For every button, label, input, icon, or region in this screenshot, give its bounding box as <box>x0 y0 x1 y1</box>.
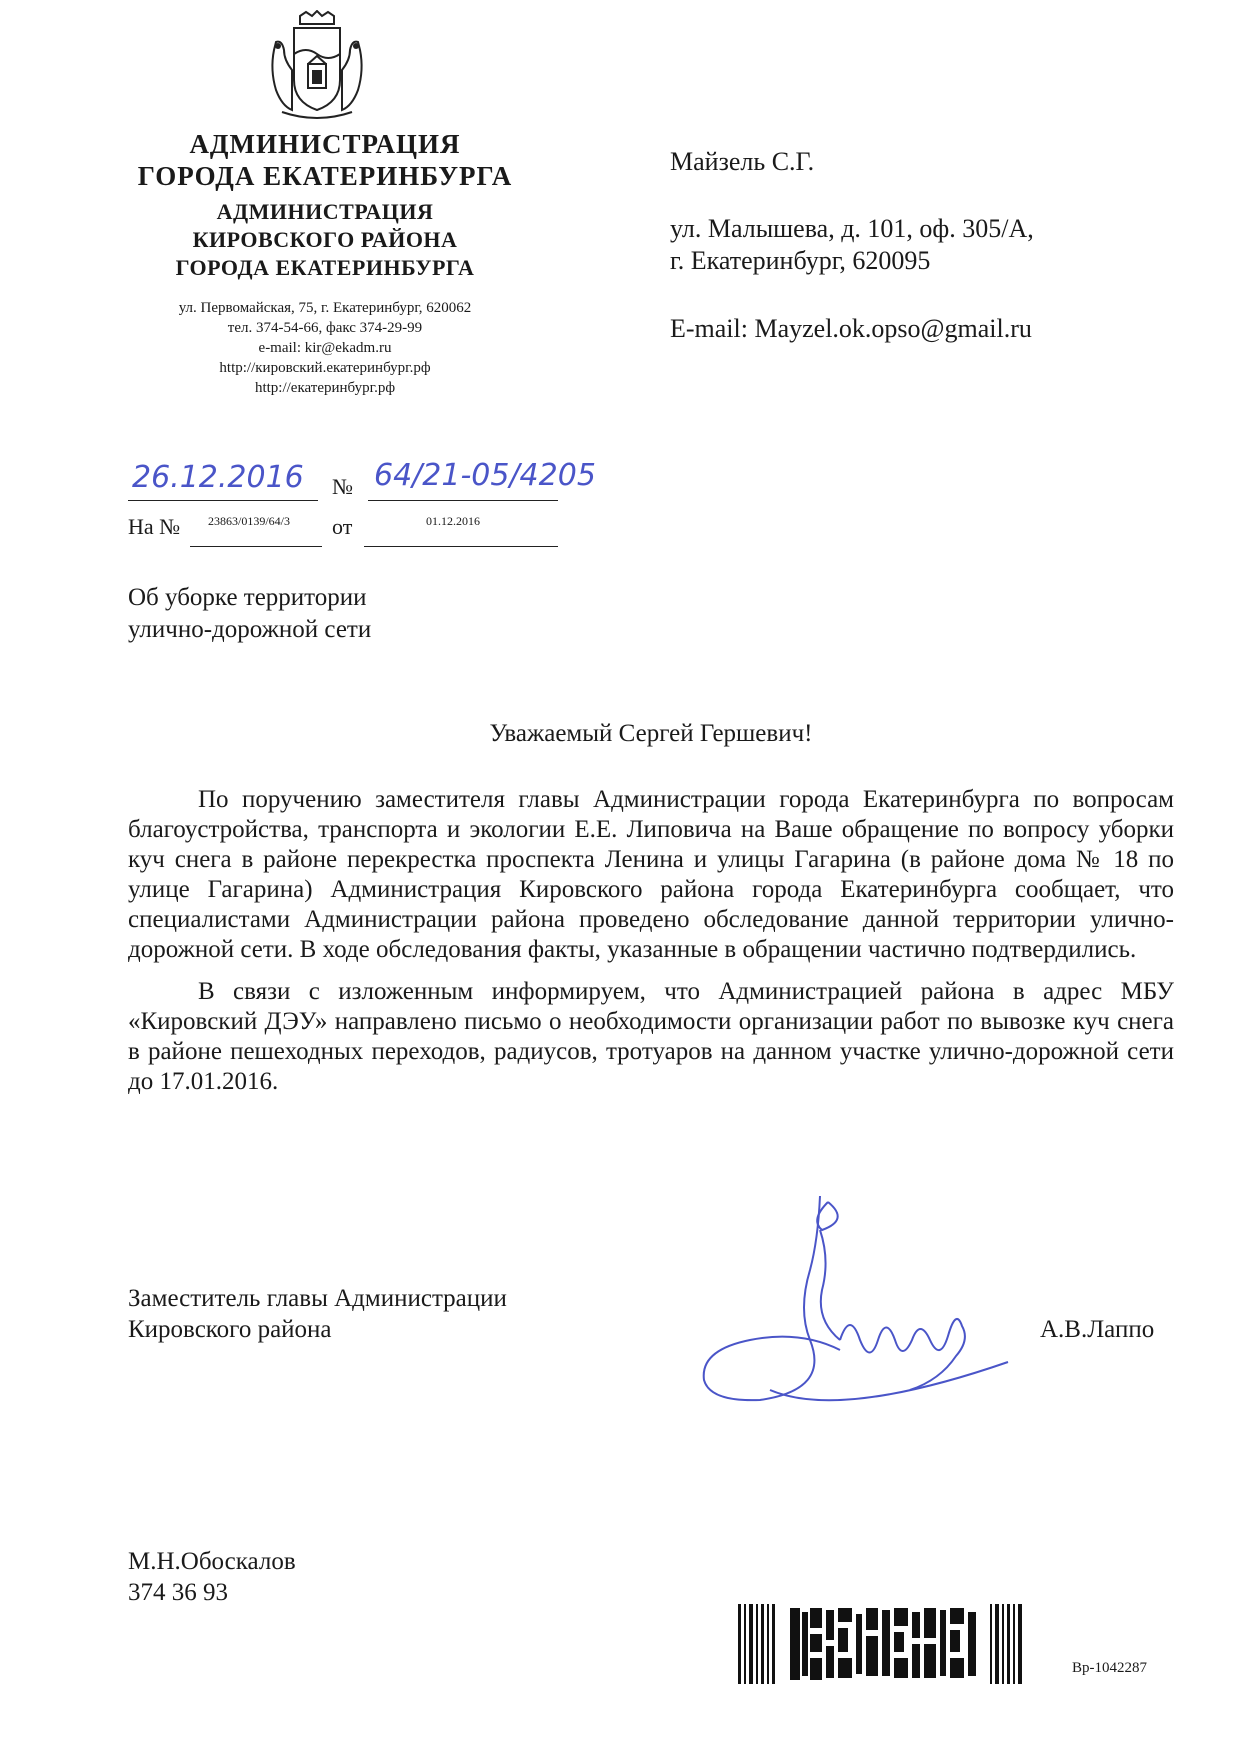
outgoing-number: 64/21-05/4205 <box>374 458 596 493</box>
reference-number-label: На № <box>128 514 181 539</box>
org-address: ул. Первомайская, 75, г. Екатеринбург, 620062 <box>178 300 472 316</box>
document-barcode <box>738 1604 1058 1684</box>
executor-phone: 374 36 93 <box>128 1579 228 1606</box>
outgoing-date: 26.12.2016 <box>132 460 304 495</box>
recipient-city: г. Екатеринбург, 620095 <box>670 246 931 275</box>
recipient-email: E-mail: Mayzel.ok.opso@gmail.ru <box>670 314 1032 343</box>
district-admin-line1: АДМИНИСТРАЦИЯ <box>216 199 434 224</box>
subject-line1: Об уборке территории <box>128 584 367 611</box>
outgoing-number-label: № <box>332 474 353 499</box>
coat-of-arms-emblem <box>262 10 372 122</box>
city-admin-line1: АДМИНИСТРАЦИЯ <box>189 129 461 159</box>
salutation: Уважаемый Сергей Гершевич! <box>489 720 813 747</box>
letter-body <box>128 785 1174 1097</box>
org-phones: тел. 374-54-66, факс 374-29-99 <box>227 320 423 336</box>
body-paragraph-2: В связи с изложенным информируем, что Администрацией района в адрес МБУ «Кировский ДЭУ» направлено письмо о необходимости организации работ по вывозке куч снега в районе пешеходных переходов, радиусов, тротуаров на данном участке улично-дорожной сети до 17.01.2016. <box>128 978 1174 1095</box>
org-site-district: http://кировский.екатеринбург.рф <box>219 360 431 376</box>
reference-underline <box>190 546 322 547</box>
body-paragraph-1: По поручению заместителя главы Администрации города Екатеринбурга по вопросам благоустройства, транспорта и экологии Е.Е. Липовича на Ваше обращение по вопросу уборки куч снега в районе перекрестка проспекта Ленина и улицы Гагарина (в районе дома № 18 по улице Гагарина) Администрация Кировского района города Екатеринбурга сообщает, что специалистами Администрации района проведено обследование данной территории улично-дорожной сети. В ходе обследования факты, указанные в обращении частично подтвердились. <box>128 786 1174 963</box>
recipient-street: ул. Малышева, д. 101, оф. 305/А, <box>670 214 1034 243</box>
org-site-city: http://екатеринбург.рф <box>254 380 396 396</box>
reference-number: 23863/0139/64/3 <box>208 514 291 528</box>
signer-position-line1: Заместитель главы Администрации <box>128 1285 507 1312</box>
number-underline <box>368 500 558 501</box>
subject-line2: улично-дорожной сети <box>128 616 372 643</box>
executor-name: М.Н.Обоскалов <box>128 1548 296 1575</box>
signer-position-line2: Кировского района <box>128 1316 332 1343</box>
org-email: e-mail: kir@ekadm.ru <box>258 340 392 356</box>
barcode-id: Вр-1042287 <box>1072 1660 1147 1676</box>
handwritten-signature <box>690 1190 1030 1430</box>
reference-date-underline <box>364 546 558 547</box>
reference-date-label: от <box>332 514 353 539</box>
district-admin-line2: КИРОВСКОГО РАЙОНА <box>192 227 458 252</box>
district-admin-line3: ГОРОДА ЕКАТЕРИНБУРГА <box>175 255 475 280</box>
signer-name: А.В.Лаппо <box>1040 1316 1155 1343</box>
date-underline <box>128 500 318 501</box>
recipient-name: Майзель С.Г. <box>670 147 815 176</box>
city-admin-line2: ГОРОДА ЕКАТЕРИНБУРГА <box>137 161 513 191</box>
reference-date: 01.12.2016 <box>426 514 480 528</box>
